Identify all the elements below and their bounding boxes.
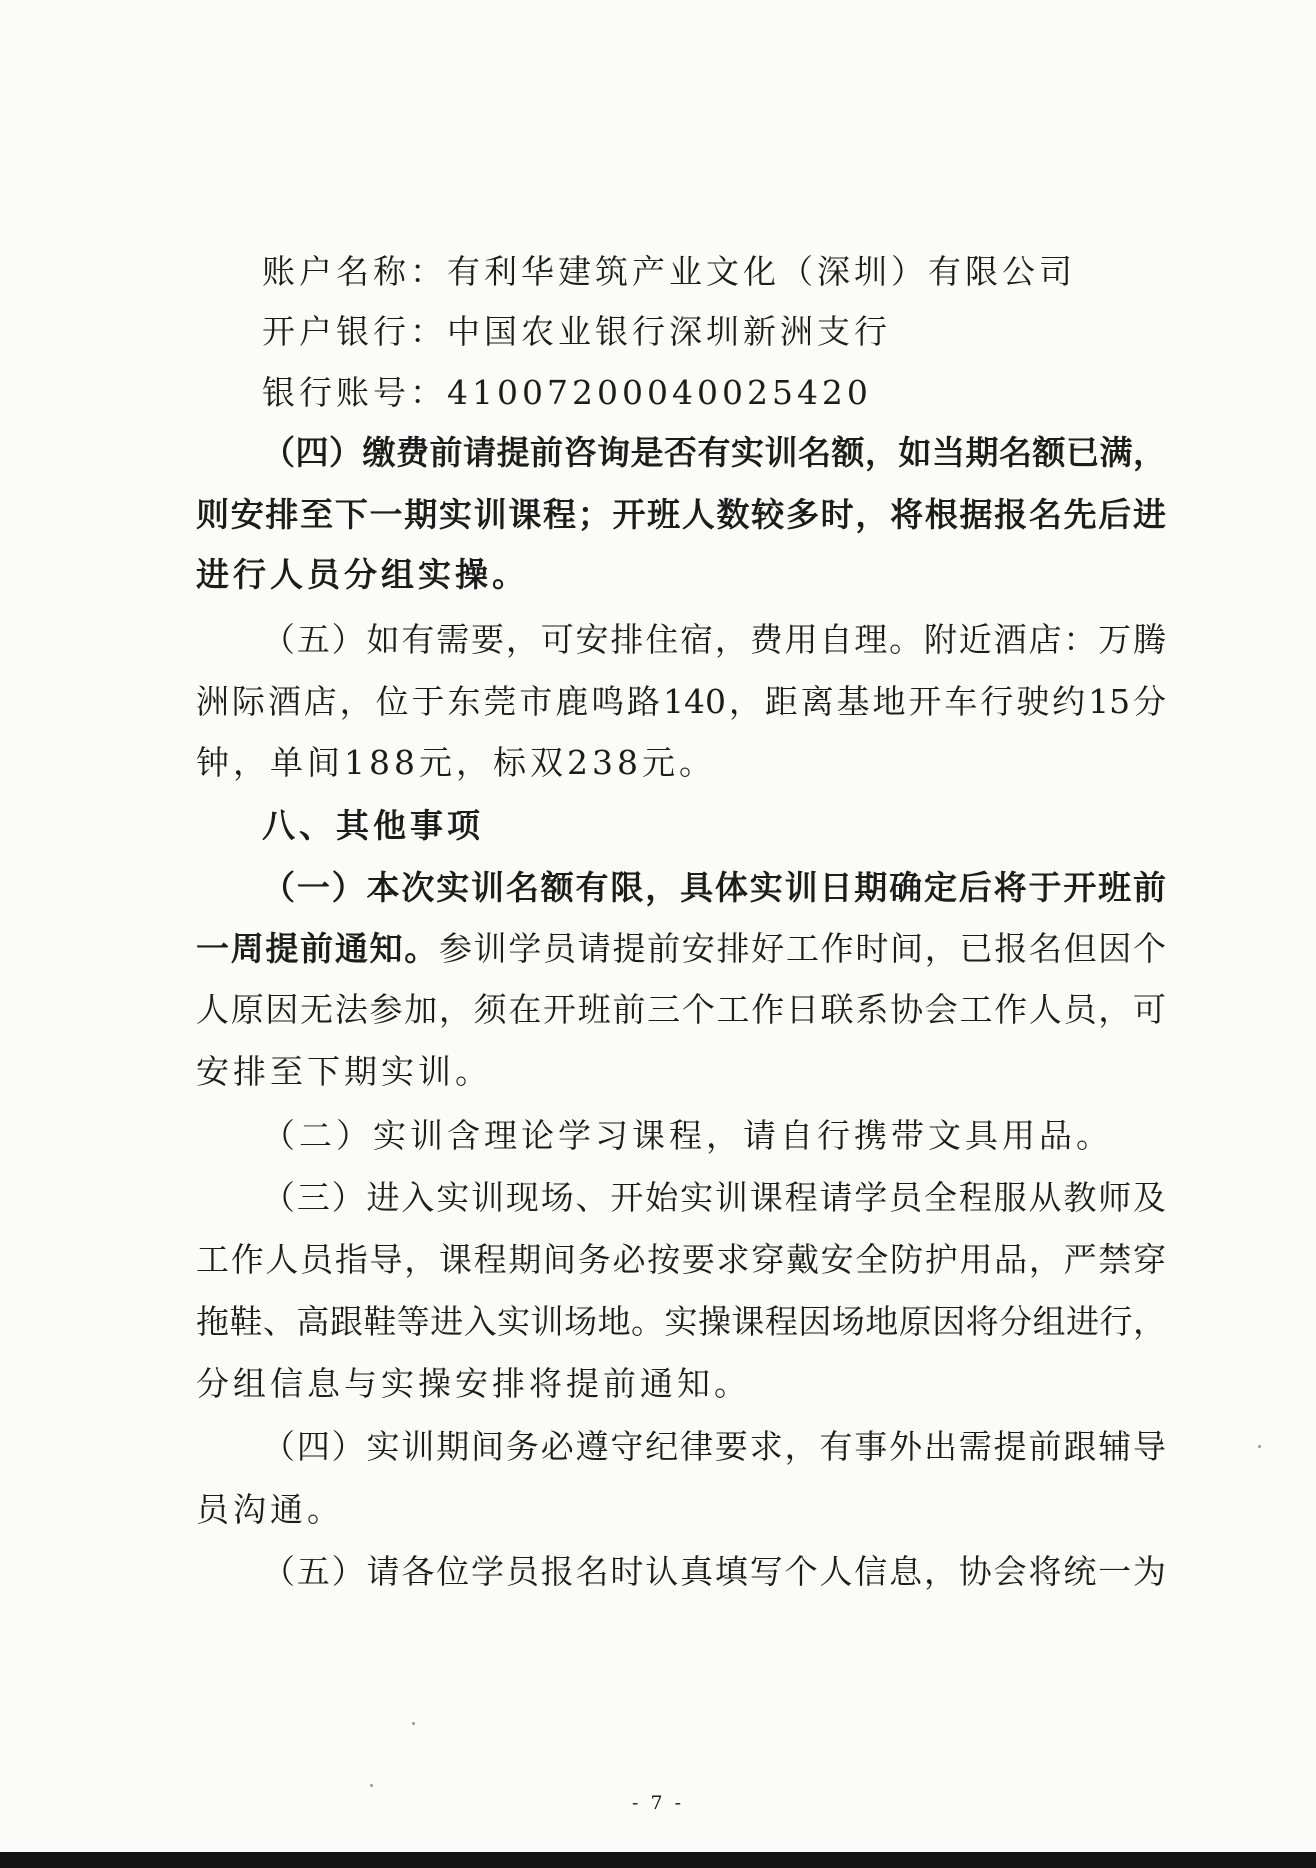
paragraph-5-line-2: 洲际酒店，位于东莞市鹿鸣路140，距离基地开车行驶约15分 (196, 682, 1166, 721)
account-name-line: 账户名称：有利华建筑产业文化（深圳）有限公司 (262, 252, 1076, 291)
paragraph-4-line-3: 进行人员分组实操。 (196, 555, 529, 594)
item-4-line-1: （四）实训期间务必遵守纪律要求，有事外出需提前跟辅导 (262, 1427, 1166, 1466)
account-number-line: 银行账号：41007200040025420 (262, 373, 872, 412)
paragraph-4-line-2: 则安排至下一期实训课程；开班人数较多时，将根据报名先后进 (196, 495, 1166, 534)
item-1-line-3: 人原因无法参加，须在开班前三个工作日联系协会工作人员，可 (196, 990, 1166, 1029)
bank-name-line: 开户银行：中国农业银行深圳新洲支行 (262, 312, 891, 351)
item-2-line-1: （二）实训含理论学习课程，请自行携带文具用品。 (262, 1116, 1113, 1155)
paragraph-4-line-1: （四）缴费前请提前咨询是否有实训名额，如当期名额已满， (262, 433, 1166, 472)
item-1-bold-part: 一周提前通知。 (196, 929, 439, 968)
item-4-line-2: 员沟通。 (196, 1490, 344, 1529)
scan-bottom-edge (0, 1852, 1316, 1868)
item-3-line-3: 拖鞋、高跟鞋等进入实训场地。实操课程因场地原因将分组进行， (196, 1302, 1166, 1341)
item-1-line-1: （一）本次实训名额有限，具体实训日期确定后将于开班前 (262, 868, 1166, 907)
section-heading: 八、其他事项 (262, 806, 484, 845)
item-1-rest-part: 参训学员请提前安排好工作时间，已报名但因个 (438, 929, 1167, 968)
scan-speck (370, 1784, 373, 1787)
paragraph-5-line-1: （五）如有需要，可安排住宿，费用自理。附近酒店：万腾 (262, 620, 1166, 659)
paragraph-5-line-3: 钟，单间188元，标双238元。 (196, 743, 716, 782)
item-5-line-1: （五）请各位学员报名时认真填写个人信息，协会将统一为 (262, 1552, 1166, 1591)
scan-speck (1258, 1445, 1261, 1448)
scan-speck (412, 1722, 415, 1725)
item-1-line-4: 安排至下期实训。 (196, 1052, 492, 1091)
item-3-line-1: （三）进入实训现场、开始实训课程请学员全程服从教师及 (262, 1178, 1166, 1217)
item-1-line-2 (196, 929, 1167, 968)
page-number: - 7 - (631, 1792, 684, 1814)
item-3-line-2: 工作人员指导，课程期间务必按要求穿戴安全防护用品，严禁穿 (196, 1240, 1166, 1279)
item-3-line-4: 分组信息与实操安排将提前通知。 (196, 1364, 751, 1403)
